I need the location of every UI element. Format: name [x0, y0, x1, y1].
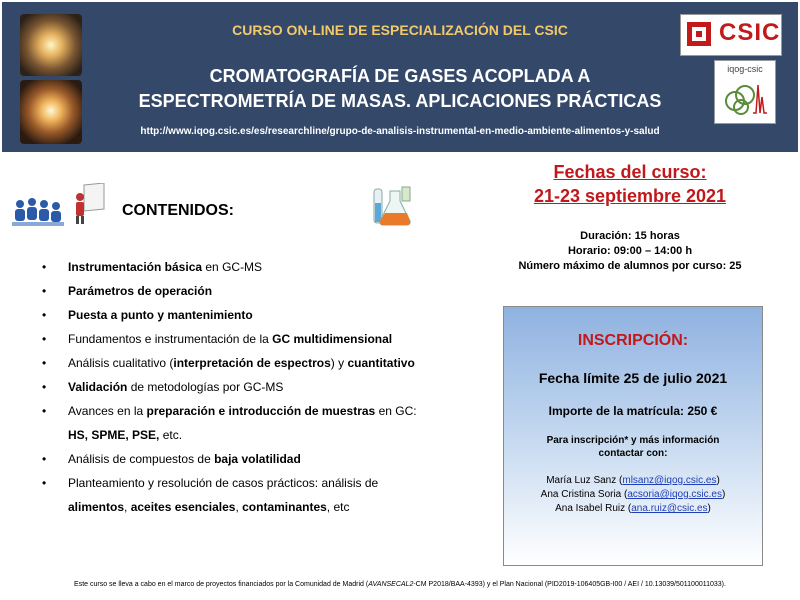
iqog-logo: [714, 60, 776, 124]
csic-logo: [680, 14, 782, 56]
contact-email-link[interactable]: acsoria@iqog.csic.es: [627, 489, 722, 500]
course-dates: [490, 160, 770, 208]
contact-email-link[interactable]: mlsanz@iqog.csic.es: [622, 475, 717, 486]
registration-info-line1: Para inscripción* y más información: [546, 435, 720, 446]
contents-list: [40, 255, 480, 519]
registration-deadline: Fecha límite 25 de julio 2021: [538, 370, 728, 386]
csic-mark-icon: [686, 21, 712, 47]
header-banner: [2, 2, 798, 152]
course-info: [490, 229, 770, 274]
registration-fee: Importe de la matrícula: 250 €: [548, 404, 718, 418]
course-dates-label: Fechas del curso:: [553, 162, 707, 182]
list-item: • Validación de metodologías por GC-MS: [40, 375, 480, 399]
contents-heading: CONTENIDOS:: [122, 202, 234, 219]
list-item: • Fundamentos e instrumentación de la GC multidimensional: [40, 327, 480, 351]
list-item: • Análisis de compuestos de baja volatilidad: [40, 447, 480, 471]
list-item: • Avances en la preparación e introducción de muestras en GC: HS, SPME, PSE, etc.: [40, 399, 480, 447]
registration-box: [503, 306, 763, 566]
contact-email-link[interactable]: ana.ruiz@csic.es: [631, 503, 708, 514]
course-dates-value: 21-23 septiembre 2021: [533, 186, 727, 206]
course-url[interactable]: http://www.iqog.csic.es/es/researchline/grupo-de-analisis-instrumental-en-medio-ambiente-alimentos-y-salud: [140, 126, 660, 137]
iqog-emblem-icon: [721, 77, 769, 119]
students-icon: [12, 190, 64, 228]
course-type: CURSO ON-LINE DE ESPECIALIZACIÓN DEL CSIC: [232, 22, 568, 38]
list-item: • Puesta a punto y mantenimiento: [40, 303, 480, 327]
csic-logo-text: CSIC: [719, 19, 781, 46]
iqog-logo-text: iqog-csic: [727, 64, 763, 74]
teacher-board-icon: [70, 183, 106, 225]
registration-info-line2: contactar con:: [598, 448, 668, 459]
list-item: • Instrumentación básica en GC-MS: [40, 255, 480, 279]
funding-footer: Este curso se lleva a cabo en el marco de proyectos financiados por la Comunidad de Madrid (AVANSECAL2-CM P2018/BAA-4393) y el Plan Nacional (PID2019-106405GB-I00 / AEI / 10.13039/501100011033).: [74, 581, 726, 588]
list-item: • Parámetros de operación: [40, 279, 480, 303]
contact-item: Ana Cristina Soria (acsoria@iqog.csic.es): [540, 489, 726, 500]
course-title: [2, 64, 798, 114]
registration-info: [504, 434, 762, 460]
contact-item: María Luz Sanz (mlsanz@iqog.csic.es): [546, 475, 720, 486]
course-schedule: Horario: 09:00 – 14:00 h: [567, 245, 693, 257]
contact-list: [504, 474, 762, 516]
list-item: • Análisis cualitativo (interpretación de espectros) y cuantitativo: [40, 351, 480, 375]
course-title-line2: ESPECTROMETRÍA DE MASAS. APLICACIONES PRÁCTICAS: [138, 91, 662, 111]
contact-item: Ana Isabel Ruiz (ana.ruiz@csic.es): [555, 503, 711, 514]
laboratory-flask-icon: [372, 185, 416, 227]
course-duration: Duración: 15 horas: [580, 230, 680, 242]
registration-title: INSCRIPCIÓN:: [577, 332, 689, 349]
list-item: • Planteamiento y resolución de casos prácticos: análisis de alimentos, aceites esenciales, contaminantes, etc: [40, 471, 480, 519]
course-title-line1: CROMATOGRAFÍA DE GASES ACOPLADA A: [209, 66, 591, 86]
course-max-students: Número máximo de alumnos por curso: 25: [518, 260, 742, 272]
